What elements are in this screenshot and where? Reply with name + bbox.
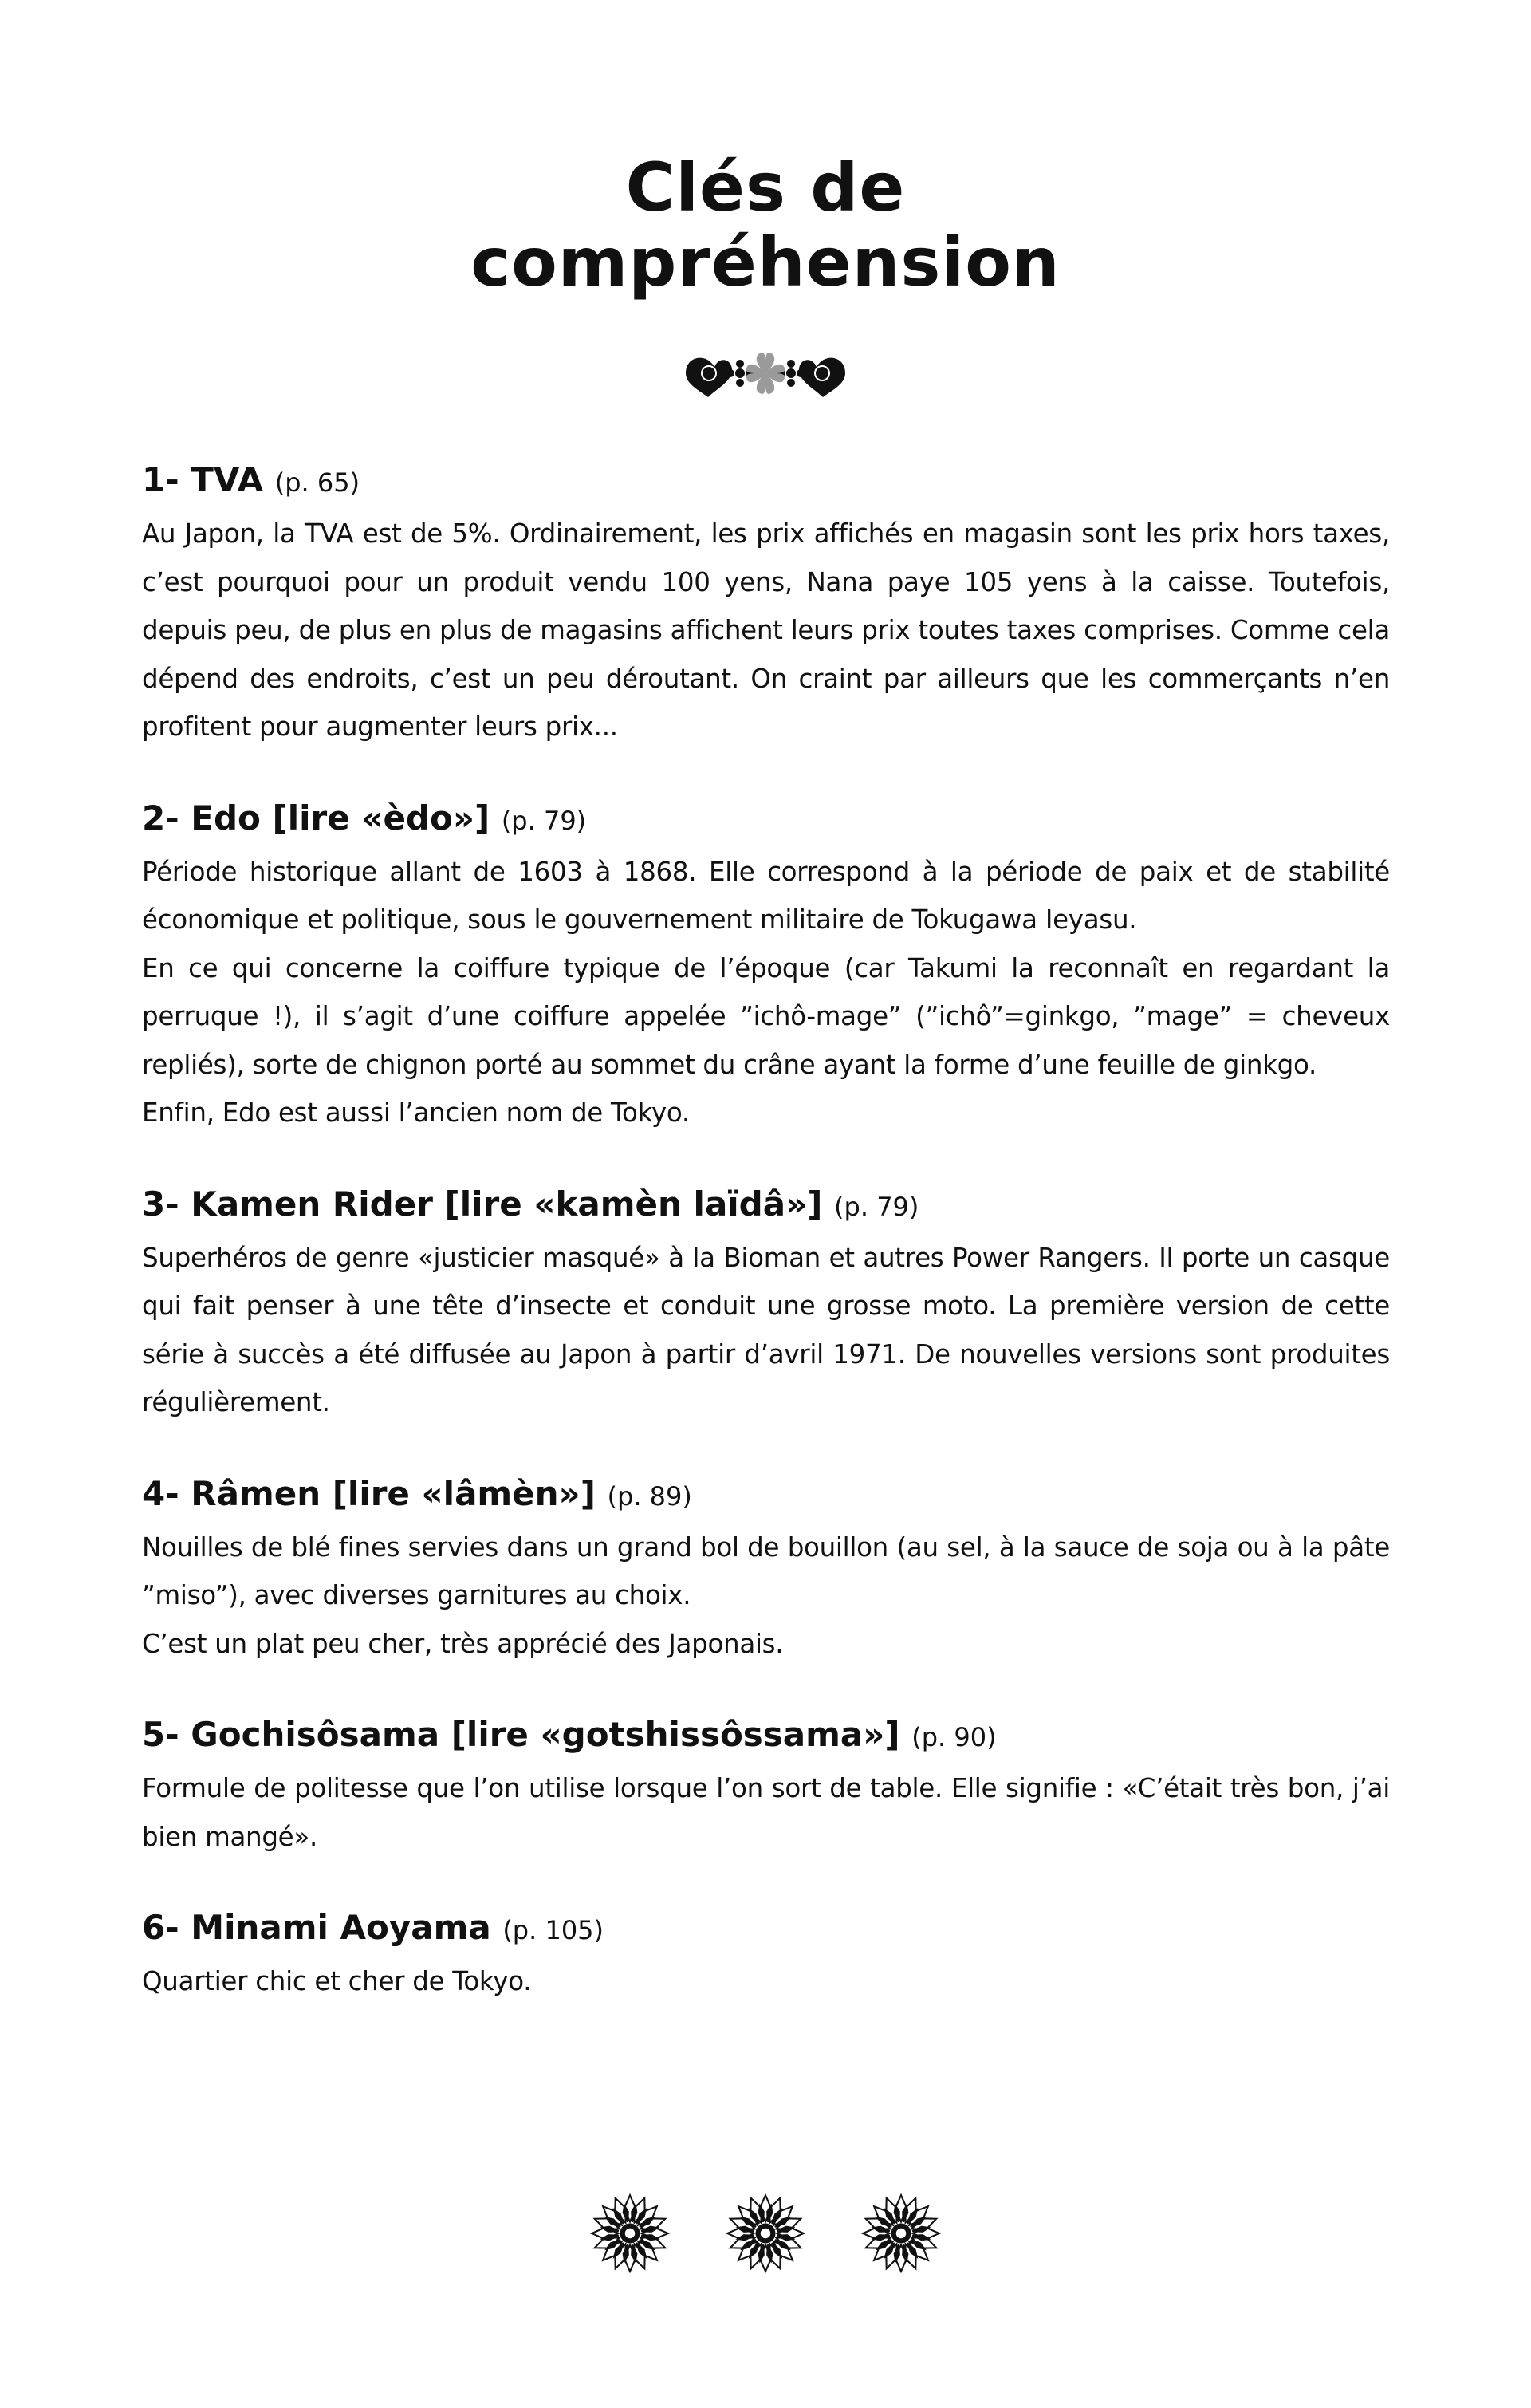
page-title-line-2: compréhension [470,223,1061,301]
flower-icon [860,2192,943,2275]
page-title [0,150,1531,300]
flower-icon [724,2192,807,2275]
entry-term: 2- Edo [lire «èdo»] [142,798,490,837]
entry-paragraph: Formule de politesse que l’on utilise lorsque l’on sort de table. Elle signifie : «C’était très bon, j’ai bien mangé». [142,1773,1390,1852]
entry-term: 1- TVA [142,460,264,499]
glossary-entry-gochisosama [142,1714,1390,1861]
page-reference: (p. 79) [834,1191,919,1222]
entry-heading [142,459,1390,503]
entry-body [142,1523,1390,1669]
entry-paragraph: Période historique allant de 1603 à 1868. Elle correspond à la période de paix et de stabilité économique et politique, sous le gouvernement militaire de Tokugawa Ieyasu. [142,856,1390,935]
entry-heading [142,1473,1390,1517]
entry-paragraph: En ce qui concerne la coiffure typique de l’époque (car Takumi la reconnaît en regardant la perruque !), il s’agit d’une coiffure appelée ”ichô-mage” (”ichô”=ginkgo, ”mage” = cheveux repliés), sorte de chignon porté au sommet du crâne ayant la forme d’une feuille de ginkgo. [142,952,1390,1080]
entry-body [142,848,1390,1137]
entry-heading [142,798,1390,841]
entry-term: 4- Râmen [lire «lâmèn»] [142,1473,596,1513]
entry-body [142,1957,1390,2006]
right-heart-icon [799,358,845,397]
glossary-entry-minami-aoyama [142,1907,1390,2006]
glossary-content [142,459,1390,2052]
entry-heading [142,1714,1390,1758]
entry-paragraph: Superhéros de genre «justicier masqué» à la Bioman et autres Power Rangers. Il porte un casque qui fait penser à une tête d’insecte et conduit une grosse moto. La première version de cette série à succès a été diffusée au Japon à partir d’avril 1971. De nouvelles versions sont produites régulièrement. [142,1242,1390,1417]
entry-term: 3- Kamen Rider [lire «kamèn laïdâ»] [142,1184,823,1224]
entry-body [142,510,1390,751]
entry-paragraph: C’est un plat peu cher, très apprécié des Japonais. [142,1628,784,1659]
glossary-entry-kamen-rider [142,1184,1390,1427]
glossary-entry-ramen [142,1473,1390,1669]
page-reference: (p. 65) [274,467,360,498]
glossary-entry-tva [142,459,1390,751]
page-reference: (p. 79) [501,805,587,836]
entry-body [142,1764,1390,1861]
entry-paragraph: Enfin, Edo est aussi l’ancien nom de Tokyo. [142,1098,690,1128]
heart-flower-ornament-icon [679,345,852,402]
left-heart-icon [686,358,732,397]
flower-icon [588,2192,671,2275]
page-title-line-1: Clés de [625,148,906,227]
entry-paragraph: Quartier chic et cher de Tokyo. [142,1966,532,1996]
entry-heading [142,1184,1390,1228]
page-reference: (p. 89) [607,1480,692,1511]
glossary-entry-edo [142,798,1390,1137]
entry-paragraph: Au Japon, la TVA est de 5%. Ordinairement, les prix affichés en magasin sont les prix hors taxes, c’est pourquoi pour un produit vendu 100 yens, Nana paye 105 yens à la caisse. Toutefois, depuis peu, de plus en plus de magasins affichent leurs prix toutes taxes comprises. Comme cela dépend des endroits, c’est un peu déroutant. On craint par ailleurs que les commerçants n’en profitent pour augmenter leurs prix... [142,518,1390,742]
bottom-ornaments [0,2192,1531,2280]
entry-heading [142,1907,1390,1951]
entry-term: 6- Minami Aoyama [142,1908,491,1947]
entry-body [142,1234,1390,1427]
entry-term: 5- Gochisôsama [lire «gotshissôssama»] [142,1715,900,1754]
page-reference: (p. 90) [911,1722,997,1752]
entry-paragraph: Nouilles de blé fines servies dans un grand bol de bouillon (au sel, à la sauce de soja ou à la pâte ”miso”), avec diverses garnitures au choix. [142,1531,1390,1610]
page-reference: (p. 105) [502,1915,604,1945]
